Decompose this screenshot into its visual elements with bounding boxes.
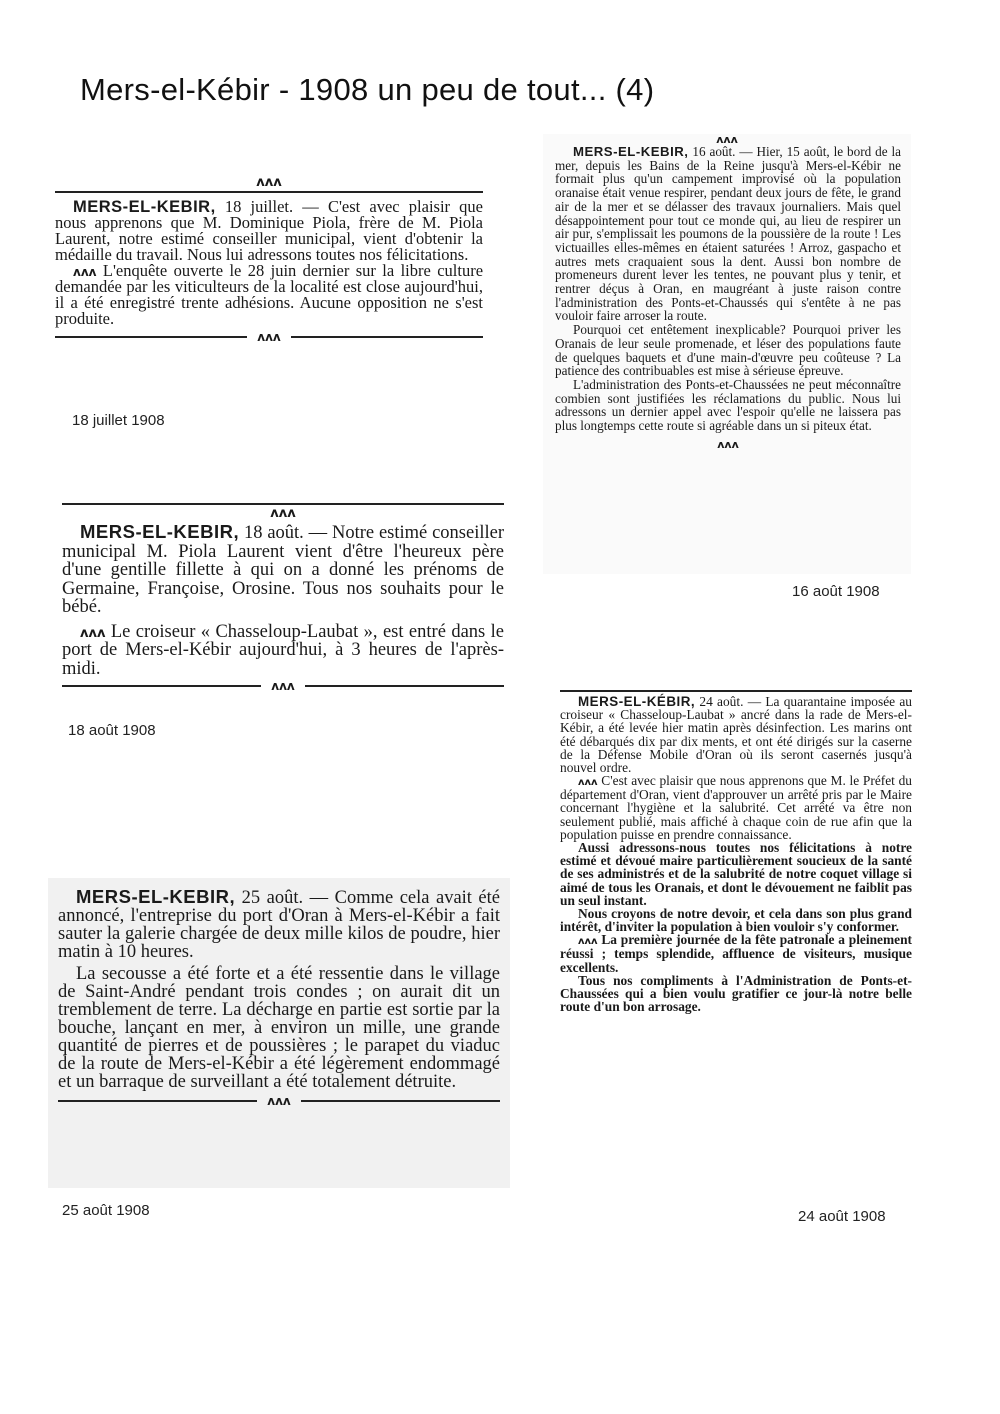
article-paragraph bbox=[55, 263, 483, 327]
article-text: Pourquoi cet entêtement inexplicable? Pourquoi priver les Oranais de leur seule promenade, et léser des populations faute de quelques baquets et d'une main-d'œuvre peu coûteuse ? La patience des contribuables est mise à sérieuse épreuve. bbox=[555, 322, 901, 379]
ornament-bottom: ʌʌʌ bbox=[717, 437, 739, 451]
rule-top bbox=[55, 191, 483, 193]
caption-date: 16 août 1908 bbox=[792, 583, 880, 600]
article-text: La première journée de la fête patronale a pleinement réussi ; temps splendide, affluence de visiteurs, musique excellents. bbox=[560, 932, 912, 975]
dateline: MERS-EL-KEBIR, bbox=[573, 144, 689, 159]
caption-date: 18 août 1908 bbox=[68, 722, 156, 739]
ornament-glyph: ʌʌʌ bbox=[271, 679, 295, 693]
rule bbox=[301, 1100, 500, 1102]
article-paragraph bbox=[555, 378, 901, 433]
article-paragraph bbox=[560, 974, 912, 1014]
rule bbox=[305, 685, 504, 687]
clipping-18-juillet bbox=[55, 176, 483, 398]
article-paragraph bbox=[560, 695, 912, 774]
article-text: Aussi adressons-nous toutes nos félicitations à notre estimé et dévoué maire particulièrement soucieux de la santé de ses administrés et de la salubrité de notre coquet village si aimé de tous les Oranais, et dont le dévouement ne faiblit pas un seul instant. bbox=[560, 840, 912, 908]
ornament-top: ʌʌʌ bbox=[716, 134, 738, 146]
rule bbox=[62, 685, 261, 687]
article-paragraph bbox=[555, 323, 901, 378]
article-paragraph bbox=[62, 623, 504, 679]
article-paragraph bbox=[58, 965, 500, 1091]
clipping-18-aout bbox=[62, 503, 504, 703]
ornament-bottom bbox=[58, 1095, 500, 1107]
clipping-16-aout bbox=[543, 134, 911, 574]
article-text: 24 août. — La quarantaine imposée au croiseur « Chasseloup-Laubat » ancré dans la rade de Mers-el-Kébir, a été levée hier matin après désinfection. Les marins ont été débarqués dix par dix ments, et ont été dirigés sur la caserne de la Défense Mobile d'Oran où ils seront casernés jusqu'à nouvel ordre. bbox=[560, 694, 912, 776]
article-paragraph bbox=[560, 907, 912, 933]
article-text: 18 juillet. — C'est avec plaisir que nous apprenons que M. Dominique Piola, frère de M. Piola Laurent, notre estimé conseiller municipal, vient d'obtenir la médaille du travail. Nous lui adressons toutes nos félicitations. bbox=[55, 197, 483, 264]
article-paragraph bbox=[555, 145, 901, 323]
article-text: Le croiseur « Chasseloup-Laubat », est entré dans le port de Mers-el-Kébir aujourd'hui, à 3 heures de l'après-midi. bbox=[62, 621, 504, 679]
ornament-top: ʌʌʌ bbox=[256, 176, 282, 190]
article-paragraph bbox=[560, 933, 912, 973]
article-text: 18 août. — Notre estimé conseiller municipal M. Piola Laurent vient d'être l'heureux père d'une gentille fillette à qui on a donné les prénoms de Germaine, Françoise, Orosine. Tous nos souhaits pour le bébé. bbox=[62, 523, 504, 617]
article-paragraph bbox=[560, 841, 912, 907]
article-paragraph bbox=[560, 774, 912, 841]
article-paragraph bbox=[62, 523, 504, 617]
article-text: C'est avec plaisir que nous apprenons que M. le Préfet du département d'Oran, vient d'approuver un arrêté pris par le Maire concernant l'hygiène et la salubrité. Cet arrêté va être non seulement publié, mais affiché à chaque coin de rue afin que la population puisse en prendre connaissance. bbox=[560, 773, 912, 842]
article-text: 25 août. — Comme cela avait été annoncé, l'entreprise du port d'Oran à Mers-el-Kébir a fait sauter la galerie chargée de deux mille kilos de poudre, hier matin à 10 heures. bbox=[58, 888, 500, 962]
article-paragraph bbox=[55, 199, 483, 263]
rule bbox=[291, 336, 483, 338]
article-text: Nous croyons de notre devoir, et cela dans son plus grand intérêt, d'inviter la population à bien vouloir s'y conformer. bbox=[560, 906, 912, 935]
rule bbox=[58, 1100, 257, 1102]
article-text: La secousse a été forte et a été ressentie dans le village de Saint-André pendant trois condes ; on aurait dit un tremblement de terre. La décharge en partie est sortie par la bouche, lançant en mer, à environ un mille, une grande quantité de pierres et de poussières ; le parapet du viaduc de la route de Mers-el-Kébir a été légèrement endommagé et un barraque de surveillant a été totalement détruite. bbox=[58, 964, 500, 1092]
clipping-25-aout bbox=[48, 878, 510, 1188]
ornament-bottom bbox=[55, 331, 483, 343]
page-title: Mers-el-Kébir - 1908 un peu de tout... (4) bbox=[80, 72, 655, 107]
article-text: L'enquête ouverte le 28 juin dernier sur la libre culture demandée par les viticulteurs de la localité est close aujourd'hui, il a été enregistré trente adhésions. Aucune opposition ne s'est produite. bbox=[55, 261, 483, 328]
rule-top bbox=[560, 690, 912, 692]
ornament-glyph: ʌʌʌ bbox=[257, 330, 281, 344]
article-text: 16 août. — Hier, 15 août, le bord de la mer, depuis les Bains de la Reine jusqu'à Mers-el-Kébir ne formait plus qu'un campement improvisé où la population oranaise était venue respirer, pendant deux jours de fête, le grand air de la mer et se délasser des travaux journaliers. Mais quel désappointement pour tout ce monde qui, au lieu de respirer un air pur, s'emplissait les poumons de la poussière de la route ! Les victuailles elles-mêmes en étaient saturées ! Arroz, gaspacho et autres mets craquaient sous la dent. Aussi bon nombre de promeneurs durent lever les tentes, ne pouvant plus y tenir, et rentrer déçus à Oran, en maugréant à juste raison contre l'administration des Ponts-et-Chaussés qui s'entête à ne pas vouloir faire arroser la route. bbox=[555, 144, 902, 324]
clipping-24-aout bbox=[560, 690, 912, 1190]
ornament-top: ʌʌʌ bbox=[270, 506, 296, 521]
ornament-inline: ʌʌʌ bbox=[73, 265, 97, 279]
caption-date: 18 juillet 1908 bbox=[72, 412, 165, 429]
rule-top bbox=[62, 503, 504, 505]
article-text: Tous nos compliments à l'Administration de Ponts-et-Chaussées qui a bien voulu gratifier ce jour-là notre belle route d'un bon arrosage. bbox=[560, 972, 912, 1015]
dateline: MERS-EL-KEBIR, bbox=[80, 521, 240, 542]
ornament-bottom bbox=[62, 680, 504, 692]
article-text: L'administration des Ponts-et-Chaussées ne peut méconnaître combien sont justifiées les réclamations du public. Nous lui adressons un dernier appel avec l'espoir qu'elle ne laissera pas plus longtemps cette route si agréable dans un si piteux état. bbox=[555, 376, 901, 434]
ornament-inline: ʌʌʌ bbox=[578, 777, 598, 789]
caption-date: 24 août 1908 bbox=[798, 1208, 886, 1225]
ornament-inline: ʌʌʌ bbox=[578, 936, 598, 948]
rule bbox=[55, 336, 247, 338]
article-paragraph bbox=[58, 888, 500, 961]
ornament-inline: ʌʌʌ bbox=[80, 625, 106, 641]
dateline: MERS-EL-KEBIR, bbox=[73, 198, 216, 216]
caption-date: 25 août 1908 bbox=[62, 1202, 150, 1219]
dateline: MERS-EL-KEBIR, bbox=[76, 886, 236, 907]
ornament-glyph: ʌʌʌ bbox=[267, 1094, 291, 1108]
dateline: MERS-EL-KÉBIR, bbox=[578, 694, 696, 709]
